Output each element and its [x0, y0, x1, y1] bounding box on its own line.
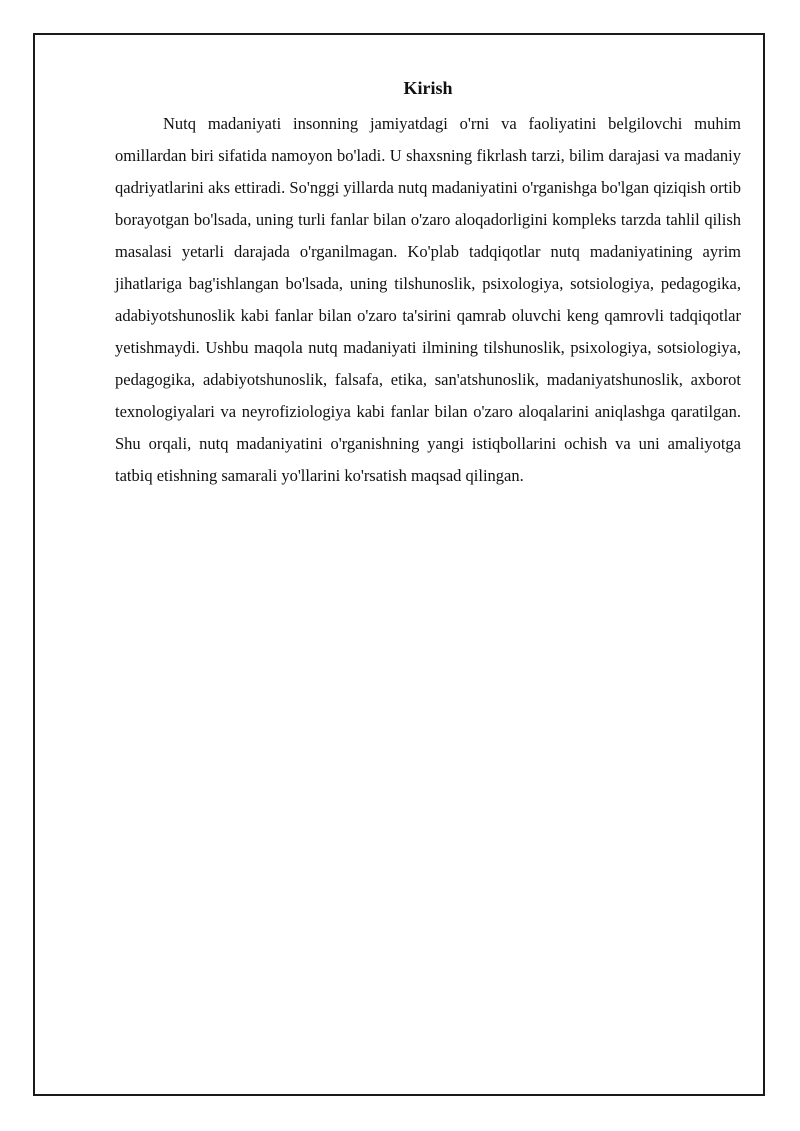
page-title: Kirish	[403, 78, 453, 98]
intro-paragraph: Nutq madaniyati insonning jamiyatdagi o'rni va faoliyatini belgilovchi muhim omillardan biri sifatida namoyon bo'ladi. U shaxsning fikrlash tarzi, bilim darajasi va madaniy qadriyatlarini aks ettiradi. So'nggi yillarda nutq madaniyatini o'rganishga bo'lgan qiziqish ortib borayotgan bo'lsada, uning turli fanlar bilan o'zaro aloqadorligini kompleks tarzda tahlil qilish masalasi yetarli darajada o'rganilmagan. Ko'plab tadqiqotlar nutq madaniyatining ayrim jihatlariga bag'ishlangan bo'lsada, uning tilshunoslik, psixologiya, sotsiologiya, pedagogika, adabiyotshunoslik kabi fanlar bilan o'zaro ta'sirini qamrab oluvchi keng qamrovli tadqiqotlar yetishmaydi. Ushbu maqola nutq madaniyati ilmining tilshunoslik, psixologiya, sotsiologiya, pedagogika, adabiyotshunoslik, falsafa, etika, san'atshunoslik, madaniyatshunoslik, axborot texnologiyalari va neyrofiziologiya kabi fanlar bilan o'zaro aloqalarini aniqlashga qaratilgan. Shu orqali, nutq madaniyatini o'rganishning yangi istiqbollarini ochish va uni amaliyotga tatbiq etishning samarali yo'llarini ko'rsatish maqsad qilingan.	[115, 114, 741, 485]
